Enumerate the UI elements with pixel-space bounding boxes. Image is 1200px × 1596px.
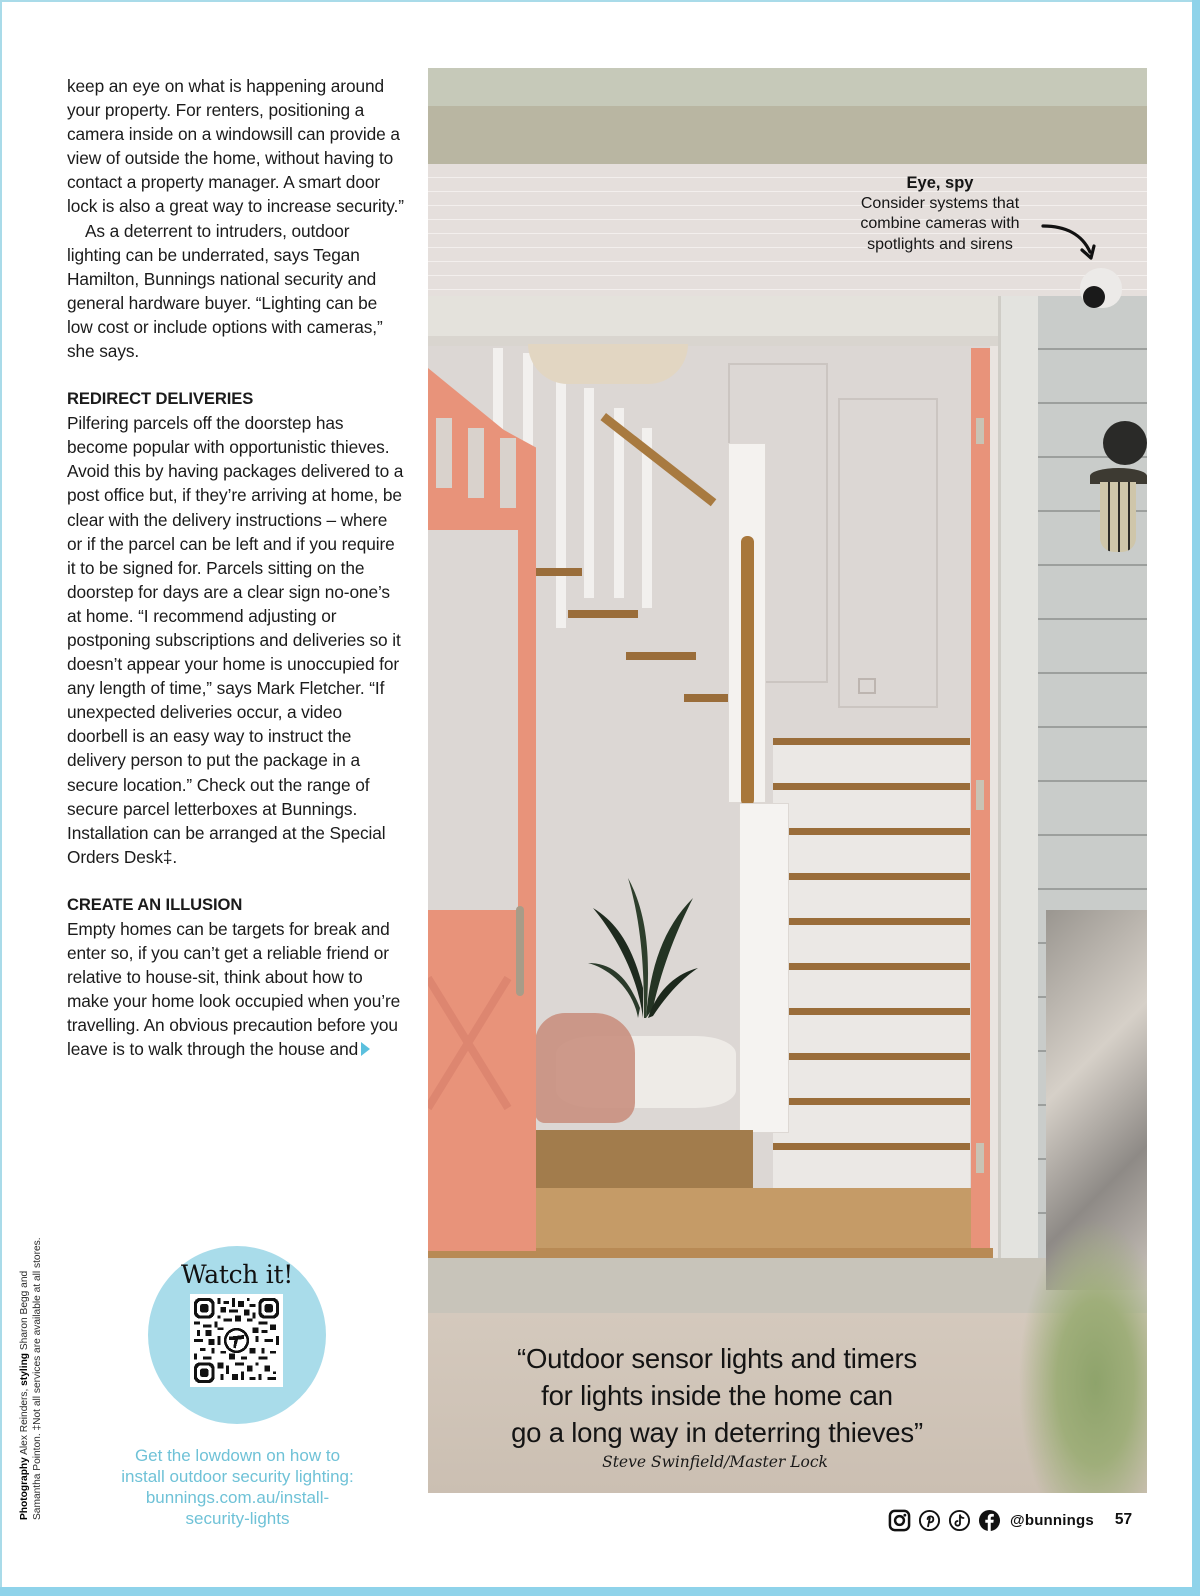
photo-wall-switch: [858, 678, 876, 694]
photo-wall-panel: [838, 398, 938, 708]
instagram-icon[interactable]: [888, 1509, 911, 1532]
photo-door-glass-pane: [468, 428, 484, 498]
page-footer: [888, 1506, 1132, 1534]
photo-stair-tread: [626, 652, 696, 660]
curved-arrow-icon: [1040, 222, 1100, 264]
credit-photography-label: Photography: [19, 1457, 30, 1520]
photo-handrail-lower: [741, 536, 754, 806]
pull-quote-line-1: “Outdoor sensor lights and timers: [517, 1343, 917, 1374]
photo-stair-tread: [534, 568, 582, 576]
photo-baluster: [584, 388, 594, 598]
watch-caption-line-2: install outdoor security lighting:: [121, 1467, 354, 1486]
photo-lower-stairs: [773, 738, 970, 1218]
social-handle[interactable]: @bunnings: [1010, 1511, 1094, 1529]
credit-line-2: Samantha Pointon. ‡Not all services are available at all stores.: [32, 1237, 43, 1520]
continue-triangle-icon: [361, 1042, 370, 1056]
page-number: 57: [1114, 1511, 1133, 1528]
photo-pendant-shade: [528, 344, 688, 384]
pull-quote-line-2: for lights inside the home can: [541, 1380, 893, 1411]
photo-door-cross-brace: [428, 958, 528, 1138]
watch-caption-line-1: Get the lowdown on how to: [134, 1446, 341, 1465]
photo-credit: [18, 1200, 44, 1520]
photo-newel-post-lower: [739, 803, 789, 1133]
hero-photo: [428, 68, 1147, 1493]
photo-door-frame: [998, 296, 1038, 1276]
photo-door-glass-lower: [428, 530, 518, 910]
photo-caption-line-2: combine cameras with: [860, 215, 1020, 232]
pinterest-icon[interactable]: [918, 1509, 941, 1532]
photo-camera-lens: [1083, 286, 1105, 308]
watch-caption-link-line-2[interactable]: security-lights: [185, 1509, 290, 1528]
photo-upper-wall: [428, 68, 1147, 106]
photo-wall-lamp-cage: [1100, 482, 1136, 552]
photo-caption-title: Eye, spy: [906, 174, 974, 192]
page-frame-left: [0, 0, 2, 1596]
photo-jute-rug: [528, 1130, 753, 1190]
pull-quote-attribution: Steve Swinfield/Master Lock: [602, 1453, 828, 1471]
photo-pink-throw: [535, 1013, 635, 1123]
photo-caption-line-1: Consider systems that: [860, 194, 1020, 212]
intro-paragraph-1: keep an eye on what is happening around your property. For renters, positioning a camera inside on a windowsill can provide a view of outside the home, without having to contact a property manager. A smart door lock is also a great way to increase security.”: [67, 76, 404, 217]
photo-door-trim: [428, 336, 998, 346]
photo-stair-tread: [684, 694, 732, 702]
photo-baluster: [556, 368, 566, 628]
credit-photography-name: Alex Reinders,: [19, 1385, 30, 1458]
page-frame-top: [0, 0, 1200, 2]
intro-paragraph-2: As a deterrent to intruders, outdoor lighting can be underrated, says Tegan Hamilton, Bunnings national security and general hardware buyer. “Lighting can be low cost or include options with cameras,” she says.: [67, 220, 383, 362]
credit-styling-label: styling: [19, 1352, 30, 1386]
watch-caption-link-line-1[interactable]: bunnings.com.au/install-: [145, 1488, 330, 1507]
photo-door-glass-pane: [500, 438, 516, 508]
facebook-icon[interactable]: [978, 1509, 1001, 1532]
credit-line-1: [18, 1200, 31, 1520]
photo-caption: [842, 173, 1038, 255]
photo-stair-tread: [568, 610, 638, 618]
photo-door-glass-pane: [436, 418, 452, 488]
credit-styling-names: Sharon Begg and: [19, 1270, 30, 1353]
watch-it-title: Watch it!: [181, 1260, 293, 1289]
watch-it-badge: [148, 1246, 326, 1424]
photo-hinge: [976, 780, 984, 810]
article-column: [67, 74, 407, 1061]
photo-wall-lamp-mount: [1103, 421, 1147, 465]
section-body-create-an-illusion: [67, 917, 407, 1062]
photo-hinge: [976, 418, 984, 444]
section-body-text: Empty homes can be targets for break and enter so, if you can’t get a reliable friend or relative to house-sit, think about how to make your home look occupied when you’re travelling. An obvious precaution before you leave is to walk through the house and: [67, 918, 401, 1060]
qr-code-icon[interactable]: [190, 1294, 283, 1387]
page-frame-bottom: [0, 1587, 1200, 1596]
photo-fascia: [428, 106, 1147, 164]
watch-it-caption: [95, 1445, 380, 1529]
section-body-redirect-deliveries: Pilfering parcels off the doorstep has become popular with opportunistic thieves. Avoid this by having packages delivered to a post office but, if they’re arriving at home, be clear with the delivery instructions – where or if the parcel can be left and if you require it to be signed for. Parcels sitting on the doorstep for days are a clear sign no-one’s at home. “I recommend adjusting or postponing subscriptions and deliveries so it doesn’t appear your home is unoccupied for any length of time,” says Mark Fletcher. “If unexpected deliveries occur, a video doorbell is an easy way to instruct the delivery person to put the package in a secure location.” Check out the range of secure parcel letterboxes at Bunnings. Installation can be arranged at the Special Orders Desk‡.: [67, 413, 404, 867]
photo-caption-line-3: spotlights and sirens: [867, 235, 1013, 253]
tiktok-icon[interactable]: [948, 1509, 971, 1532]
pull-quote-line-3: go a long way in deterring thieves”: [511, 1417, 923, 1448]
photo-hinge: [976, 1143, 984, 1173]
pull-quote: [472, 1340, 962, 1451]
photo-plant: [588, 868, 698, 1018]
page-frame-right: [1192, 0, 1200, 1596]
photo-rosemary-shrub: [1018, 1218, 1147, 1493]
section-heading-create-an-illusion: CREATE AN ILLUSION: [67, 894, 243, 914]
section-heading-redirect-deliveries: REDIRECT DELIVERIES: [67, 389, 254, 409]
